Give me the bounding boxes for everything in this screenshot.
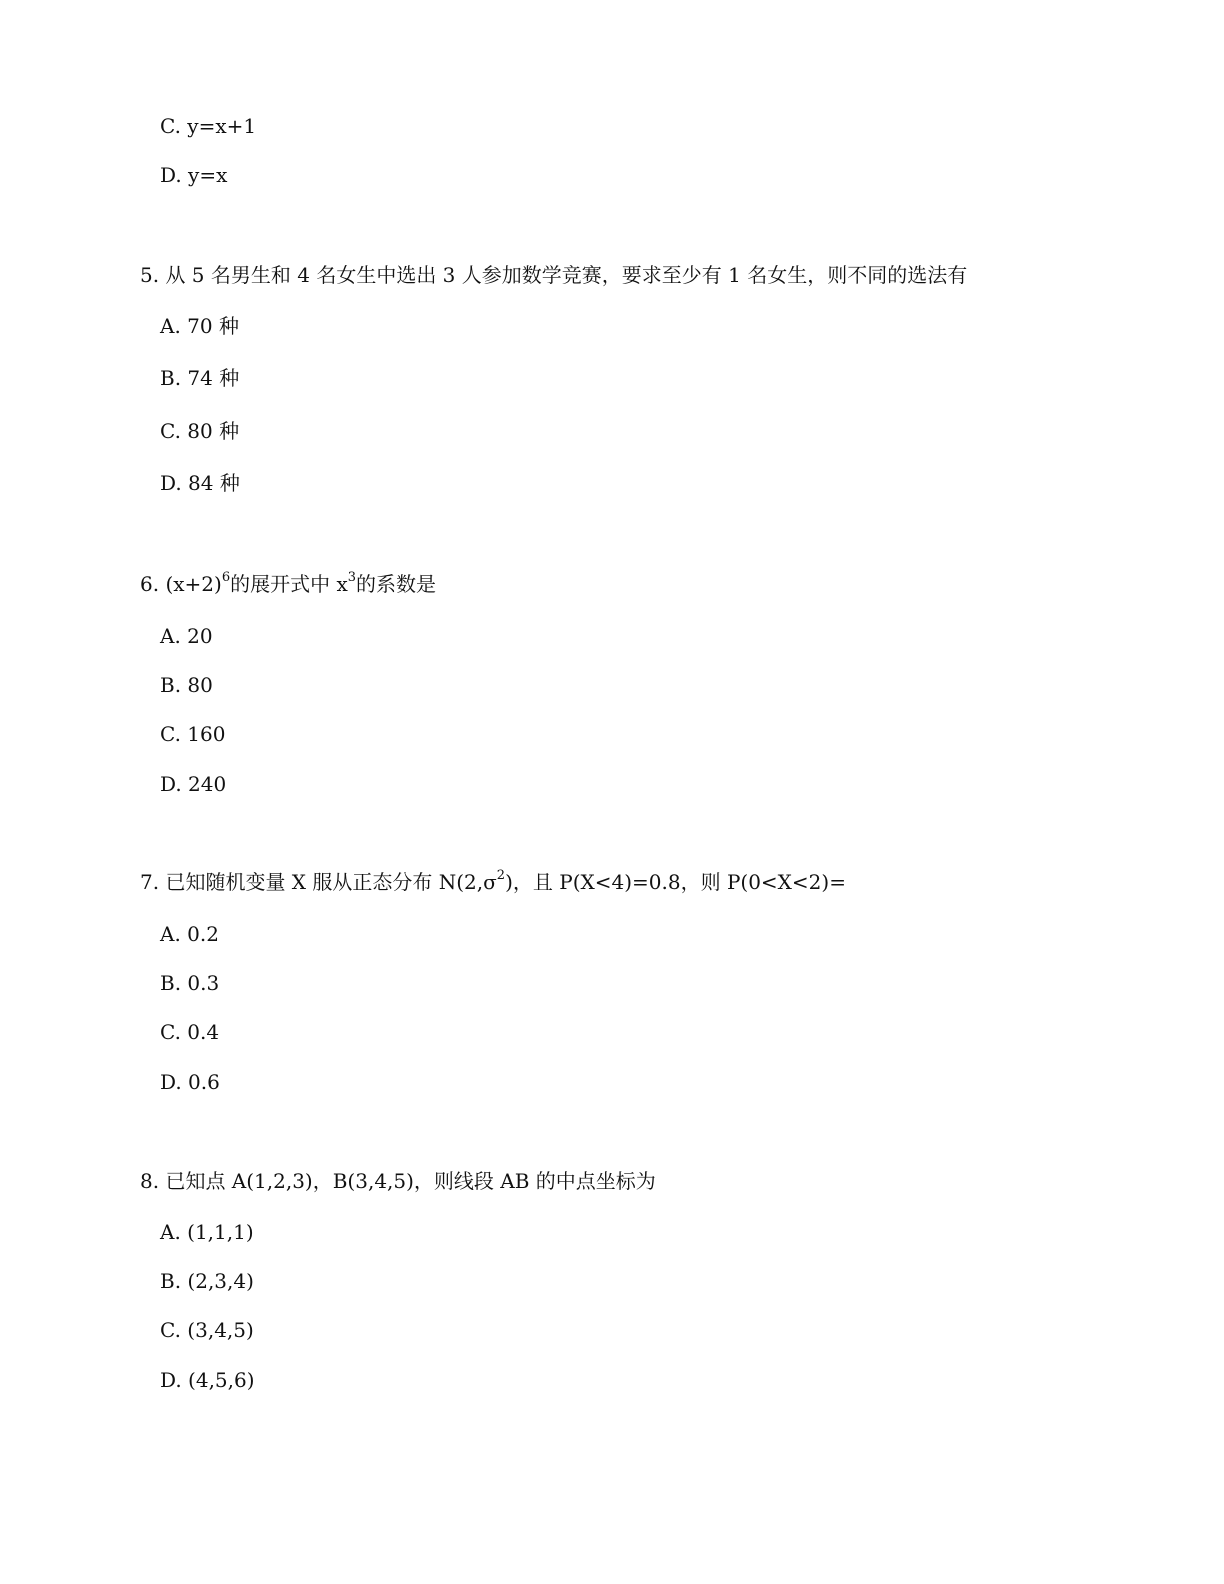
option-d: D. y=x [160,163,228,187]
question-5-option-a: A. 70 种 [160,314,239,338]
question-7-option-b: B. 0.3 [160,971,220,995]
question-6-option-b: B. 80 [160,673,213,697]
question-7-option-c: C. 0.4 [160,1020,220,1044]
question-7-option-a: A. 0.2 [160,922,219,946]
question-8-option-c: C. (3,4,5) [160,1318,254,1342]
question-6-stem-part-b: 的展开式中 x [230,572,348,596]
question-8-option-b: B. (2,3,4) [160,1269,254,1293]
question-5-option-d: D. 84 种 [160,471,240,495]
question-8-option-a: A. (1,1,1) [160,1220,254,1244]
question-8-stem: 8. 已知点 A(1,2,3)，B(3,4,5)，则线段 AB 的中点坐标为 [140,1169,656,1193]
question-7-stem-part-b: )，且 P(X<4)=0.8，则 P(0<X<2)= [505,870,846,894]
question-6-stem-part-a: 6. (x+2) [140,572,222,596]
question-6-stem [140,571,436,597]
question-6-option-d: D. 240 [160,772,227,796]
question-6-exponent-1: 6 [221,570,231,586]
question-5-stem: 5. 从 5 名男生和 4 名女生中选出 3 人参加数学竞赛，要求至少有 1 名女生，则不同的选法有 [140,263,968,287]
question-7-exponent: 2 [496,868,506,884]
question-6-option-c: C. 160 [160,722,226,746]
question-6-stem-part-c: 的系数是 [356,572,437,596]
question-5-option-c: C. 80 种 [160,419,240,443]
question-6-option-a: A. 20 [160,624,213,648]
question-7-stem [140,869,846,895]
question-7-stem-part-a: 7. 已知随机变量 X 服从正态分布 N(2,σ [140,870,497,894]
question-6-exponent-2: 3 [347,570,357,586]
question-7-option-d: D. 0.6 [160,1070,220,1094]
question-5-option-b: B. 74 种 [160,366,240,390]
option-c: C. y=x+1 [160,114,257,138]
question-8-option-d: D. (4,5,6) [160,1368,255,1392]
